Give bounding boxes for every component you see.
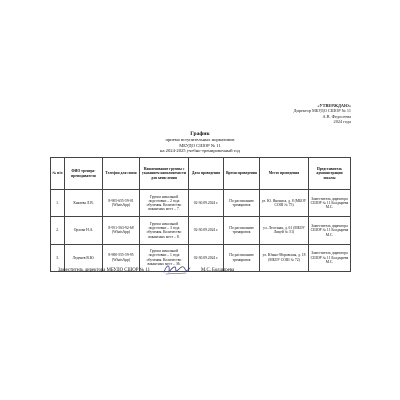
- signature-position: Заместитель директора МБУДО СШОР № 11: [58, 268, 151, 273]
- header-place: Место проведения: [260, 158, 309, 190]
- title-line-2: приема вступительных нормативов: [165, 137, 235, 143]
- signature-name: М.С. Болдырева: [201, 268, 235, 273]
- title-line-4: на 2024-2025 учебно-тренировочный год: [160, 148, 240, 154]
- cell-time: По расписанию тренировок: [224, 217, 260, 244]
- approval-heading: «УТВЕРЖДАЮ»: [317, 103, 351, 108]
- approval-date: 2024 года: [333, 119, 351, 125]
- table-header-row: [51, 158, 351, 190]
- cell-phone: 8-980-555-59-95 (WhatsApp): [103, 244, 140, 271]
- cell-date: 02-30.09.2024 г.: [189, 190, 224, 217]
- approval-name: А.В. Федосеева: [322, 113, 351, 119]
- approval-block: [261, 103, 351, 125]
- cell-place: ул. Лесозная, д. 61 (МБОУ Лицей № 51): [260, 217, 309, 244]
- cell-date: 02-30.09.2024 г.: [189, 244, 224, 271]
- cell-time: По расписанию тренировок: [224, 244, 260, 271]
- table-row: [51, 217, 351, 244]
- cell-phone: 8-951-563-92-68 (WhatsApp): [103, 217, 140, 244]
- cell-num: 2.: [51, 217, 65, 244]
- header-rep: Представитель администрации школы: [309, 158, 351, 190]
- signature-block: [58, 263, 308, 279]
- cell-group: Группа начальной подготовки – 3 года обучения. Количество вакантных мест – 8.: [140, 217, 189, 244]
- cell-time: По расписанию тренировок: [224, 190, 260, 217]
- schedule-table: [50, 157, 351, 272]
- cell-group: Группа начальной подготовки – 2 года обучения. Количество вакантных мест – 7.: [140, 190, 189, 217]
- cell-coach: Леденев В.Ю.: [65, 244, 103, 271]
- cell-date: 02-30.09.2024 г.: [189, 217, 224, 244]
- cell-group: Группа начальной подготовки – 1 года обучения. Количество вакантных мест – 36.: [140, 244, 189, 271]
- cell-place: ул. Ю. Янонисa, д. 8 (МБОУ СОШ № 75): [260, 190, 309, 217]
- cell-phone: 8-905-655-59-01 (WhatsApp): [103, 190, 140, 217]
- cell-place: ул. Южно-Моравская, д. 18 (МБОУ СОШ № 72): [260, 244, 309, 271]
- cell-num: 3.: [51, 244, 65, 271]
- header-group: Наименование группы с указанием наполняемости для зачисления: [140, 158, 189, 190]
- handwritten-signature: [162, 261, 192, 277]
- header-num: № п/п: [51, 158, 65, 190]
- cell-num: 1.: [51, 190, 65, 217]
- cell-coach: Князева Л.В.: [65, 190, 103, 217]
- header-time: Время проведения: [224, 158, 260, 190]
- title-line-3: МБУДО СШОР № 11: [179, 142, 221, 148]
- cell-rep: Заместитель директора СШОР № 11 Болдырева М.С.: [309, 217, 351, 244]
- cell-rep: Заместитель директора СШОР № 11 Болдырева М.С.: [309, 190, 351, 217]
- cell-coach: Орлова Н.А.: [65, 217, 103, 244]
- approval-position: Директор МБУДО СШОР № 11: [293, 108, 351, 114]
- table-row: [51, 190, 351, 217]
- document-title-block: [100, 131, 300, 154]
- cell-rep: Заместитель директора СШОР № 11 Болдырева М.С.: [309, 244, 351, 271]
- header-coach: ФИО тренера-преподавателя: [65, 158, 103, 190]
- header-date: Дата проведения: [189, 158, 224, 190]
- document-title: График: [190, 131, 210, 137]
- header-phone: Телефон для связи: [103, 158, 140, 190]
